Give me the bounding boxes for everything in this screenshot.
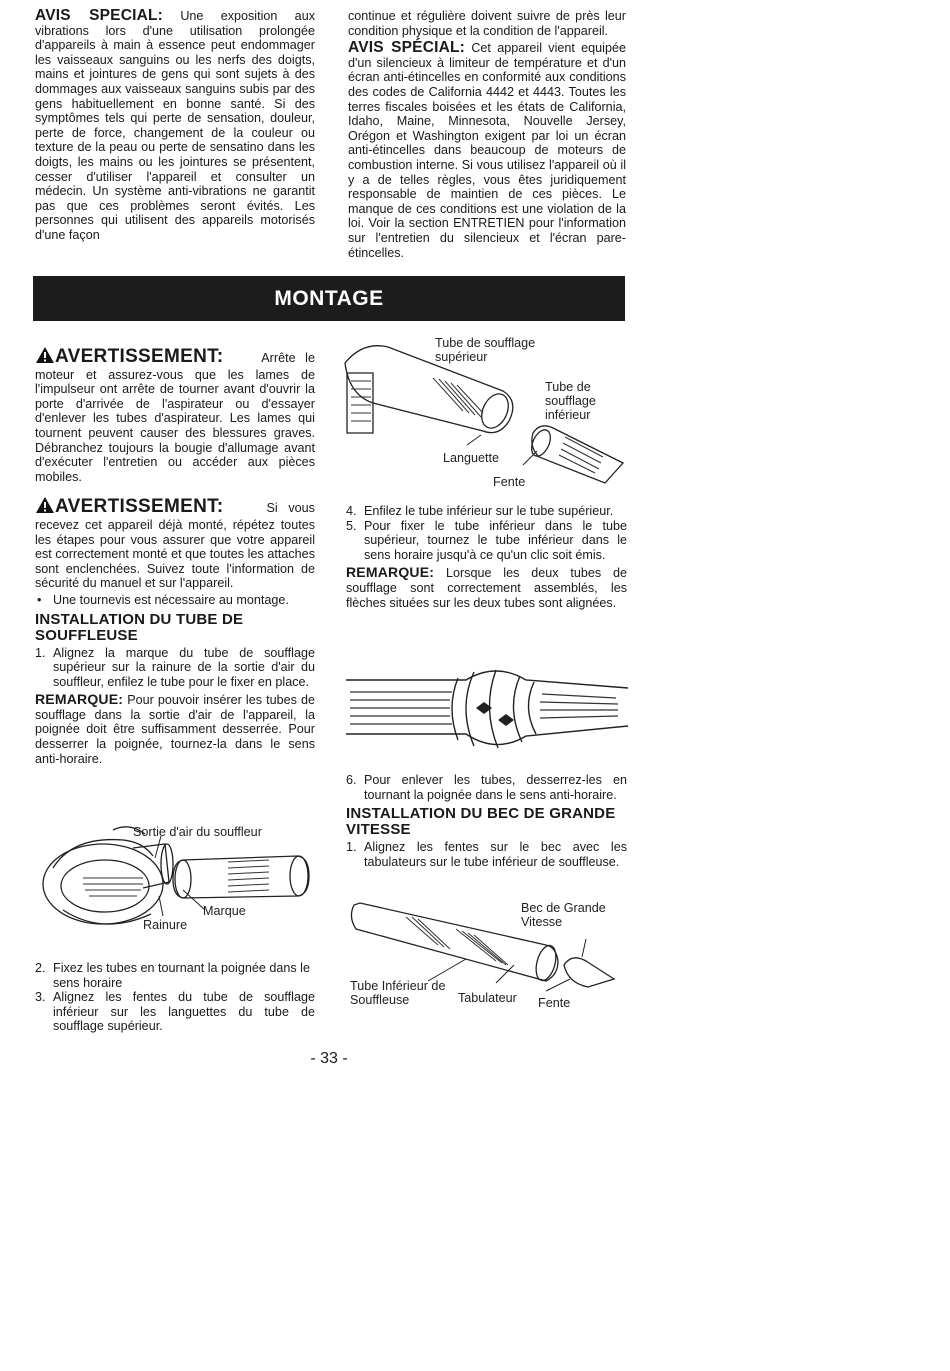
warning-text-2: Si vous recevez cet appareil déjà monté, répétez toutes les étapes pour vous assurer que votre appareil est correctement monté et que toutes les attaches sont enclenchées. Suivez toute l'information de sécurité du manuel et sur l'appareil. bbox=[35, 501, 315, 591]
label-tube-inferieur-souffleuse: Tube Inférieur de Souffleuse bbox=[350, 979, 446, 1007]
continued-text: continue et régulière doivent suivre de près leur condition physique et la condition de l'appareil. bbox=[348, 9, 626, 38]
label-fente-bec: Fente bbox=[538, 996, 571, 1010]
aligned-arrows-illustration bbox=[346, 662, 628, 758]
right-column-step6 bbox=[346, 773, 627, 869]
list-item: 3. Alignez les fentes du tube de soufflage inférieur sur les languettes du tube de soufflage supérieur. bbox=[35, 990, 315, 1034]
warning-triangle-icon bbox=[35, 346, 55, 368]
right-column-steps bbox=[346, 504, 627, 610]
page-number: - 33 - bbox=[310, 1050, 348, 1067]
avis-special-text-2: Cet appareil vient equipée d'un silencieux à limiteur de température et d'un écran anti-étincelles en conformité aux conditions des codes de California 4442 et 4443. Toutes les terres fiscales boisées et les états de California, Idaho, Maine, Minnesota, Nouvelle Jersey, Orégon et Washington exigent par loi un écran anti-étincelles dans beaucoup de moteurs de combustion interne. Si vous utilisez l'appareil où il y a de telles règles, vous êtes juridiquement responsable de maintien de ces pièces. Le manque de ces conditions est une violation de la loi. Voir la section ENTRETIEN pour l'information sur l'entretien du silencieux et l'écran pare-étincelles. bbox=[348, 41, 626, 260]
label-fente: Fente bbox=[493, 475, 526, 489]
label-bec: Bec de Grande Vitesse bbox=[521, 901, 606, 929]
list-item: 5. Pour fixer le tube inférieur dans le tube supérieur, tournez le tube inférieur dans le sens horaire jusqu'à ce qu'un clic soit émis. bbox=[346, 518, 627, 562]
avis-special-left bbox=[35, 9, 315, 243]
avis-special-right bbox=[348, 9, 626, 260]
left-column-main bbox=[35, 346, 315, 766]
list-item: 4. Enfilez le tube inférieur sur le tube supérieur. bbox=[346, 504, 614, 518]
nozzle-figure bbox=[346, 895, 628, 1015]
bullet-item: • Une tournevis est nécessaire au montage. bbox=[37, 592, 289, 607]
avis-special-lead: AVIS SPECIAL: bbox=[35, 7, 164, 24]
section-heading-bec: INSTALLATION DU BEC DE GRANDE VITESSE bbox=[346, 805, 616, 839]
aligned-tubes-figure bbox=[346, 662, 628, 758]
label-languette: Languette bbox=[443, 451, 500, 465]
avis-special-text: Une exposition aux vibrations lors d'une utilisation prolongée d'appareils à main à essence peut endommager les vaisseaux sanguins ou les nerfs des doigts, mains et jointures de gens qui sont sujets à des dommages aux vaisseaux sanguins subis par des gens habituellement en bonne santé. Si des symptômes tels qui perte de sensation, douleur, perte de force, changement de la couleur ou texture de la peau ou perte de sensatino dans les doigts, les mains ou les jointures se présentent, cesser d'utiliser l'appareil et consulter un médecin. Un système anti-vibrations ne garantit pas que ces problèmes seront évités. Les personnes qui utilisent des appareils motorisés d'une façon bbox=[35, 9, 315, 242]
label-sortie: Sortie d'air du souffleur bbox=[133, 825, 262, 839]
avis-special-lead-2: AVIS SPÉCIAL: bbox=[348, 39, 466, 57]
section-heading-tube: INSTALLATION DU TUBE DE SOUFFLEUSE bbox=[35, 610, 244, 644]
label-tube-superieur: Tube de soufflage supérieur bbox=[435, 336, 536, 364]
label-rainure: Rainure bbox=[143, 918, 188, 932]
warning-heading: AVERTISSEMENT: bbox=[55, 346, 224, 367]
remarque-lead-2: REMARQUE: bbox=[346, 564, 435, 581]
tubes-figure bbox=[343, 333, 633, 493]
warning-triangle-icon bbox=[35, 496, 55, 518]
list-item: 2. Fixez les tubes en tournant la poignée dans le sens horaire bbox=[35, 961, 310, 990]
remarque-lead: REMARQUE: bbox=[35, 691, 124, 708]
warning-text: Arrête le moteur et assurez-vous que les lames de l'impulseur ont arrête de tourner avant d'ouvrir la porte d'arrivée de l'aspirateur ou d'essayer d'enlever les tubes d'aspirateur. Les lames qui tournent peuvent causer des blessures graves. Débranchez toujours la bougie d'allumage avant d'exécuter l'entretien ou accéder aux pièces mobiles. bbox=[35, 351, 315, 484]
label-tube-inferieur: Tube de soufflage inférieur bbox=[545, 380, 596, 422]
warning-heading-2: AVERTISSEMENT: bbox=[55, 496, 224, 518]
blower-outlet-figure bbox=[33, 818, 323, 948]
remarque-text: Pour pouvoir insérer les tubes de soufflage dans la sortie d'air de l'appareil, la poignée doit être suffisamment desserrée. Pour desserrer la poignée, tournez-la dans le sens anti-horaire. bbox=[35, 693, 316, 766]
remarque-text-2: Lorsque les deux tubes de soufflage sont correctement assemblés, les flèches situées sur les deux tubes sont alignées. bbox=[346, 566, 627, 610]
label-marque: Marque bbox=[203, 904, 246, 918]
list-item: 1. Alignez les fentes sur le bec avec les tabulateurs sur le tube inférieur de souffleuse. bbox=[346, 840, 627, 869]
section-banner-montage: MONTAGE bbox=[33, 276, 625, 321]
left-column-steps bbox=[35, 961, 315, 1034]
label-tabulateur: Tabulateur bbox=[458, 991, 517, 1005]
list-item: 6. Pour enlever les tubes, desserrez-les en tournant la poignée dans le sens anti-horaire. bbox=[346, 773, 627, 802]
list-item: 1. Alignez la marque du tube de soufflage supérieur sur la rainure de la sortie d'air du souffleur, enfilez le tube pour le fixer en place. bbox=[35, 645, 315, 689]
